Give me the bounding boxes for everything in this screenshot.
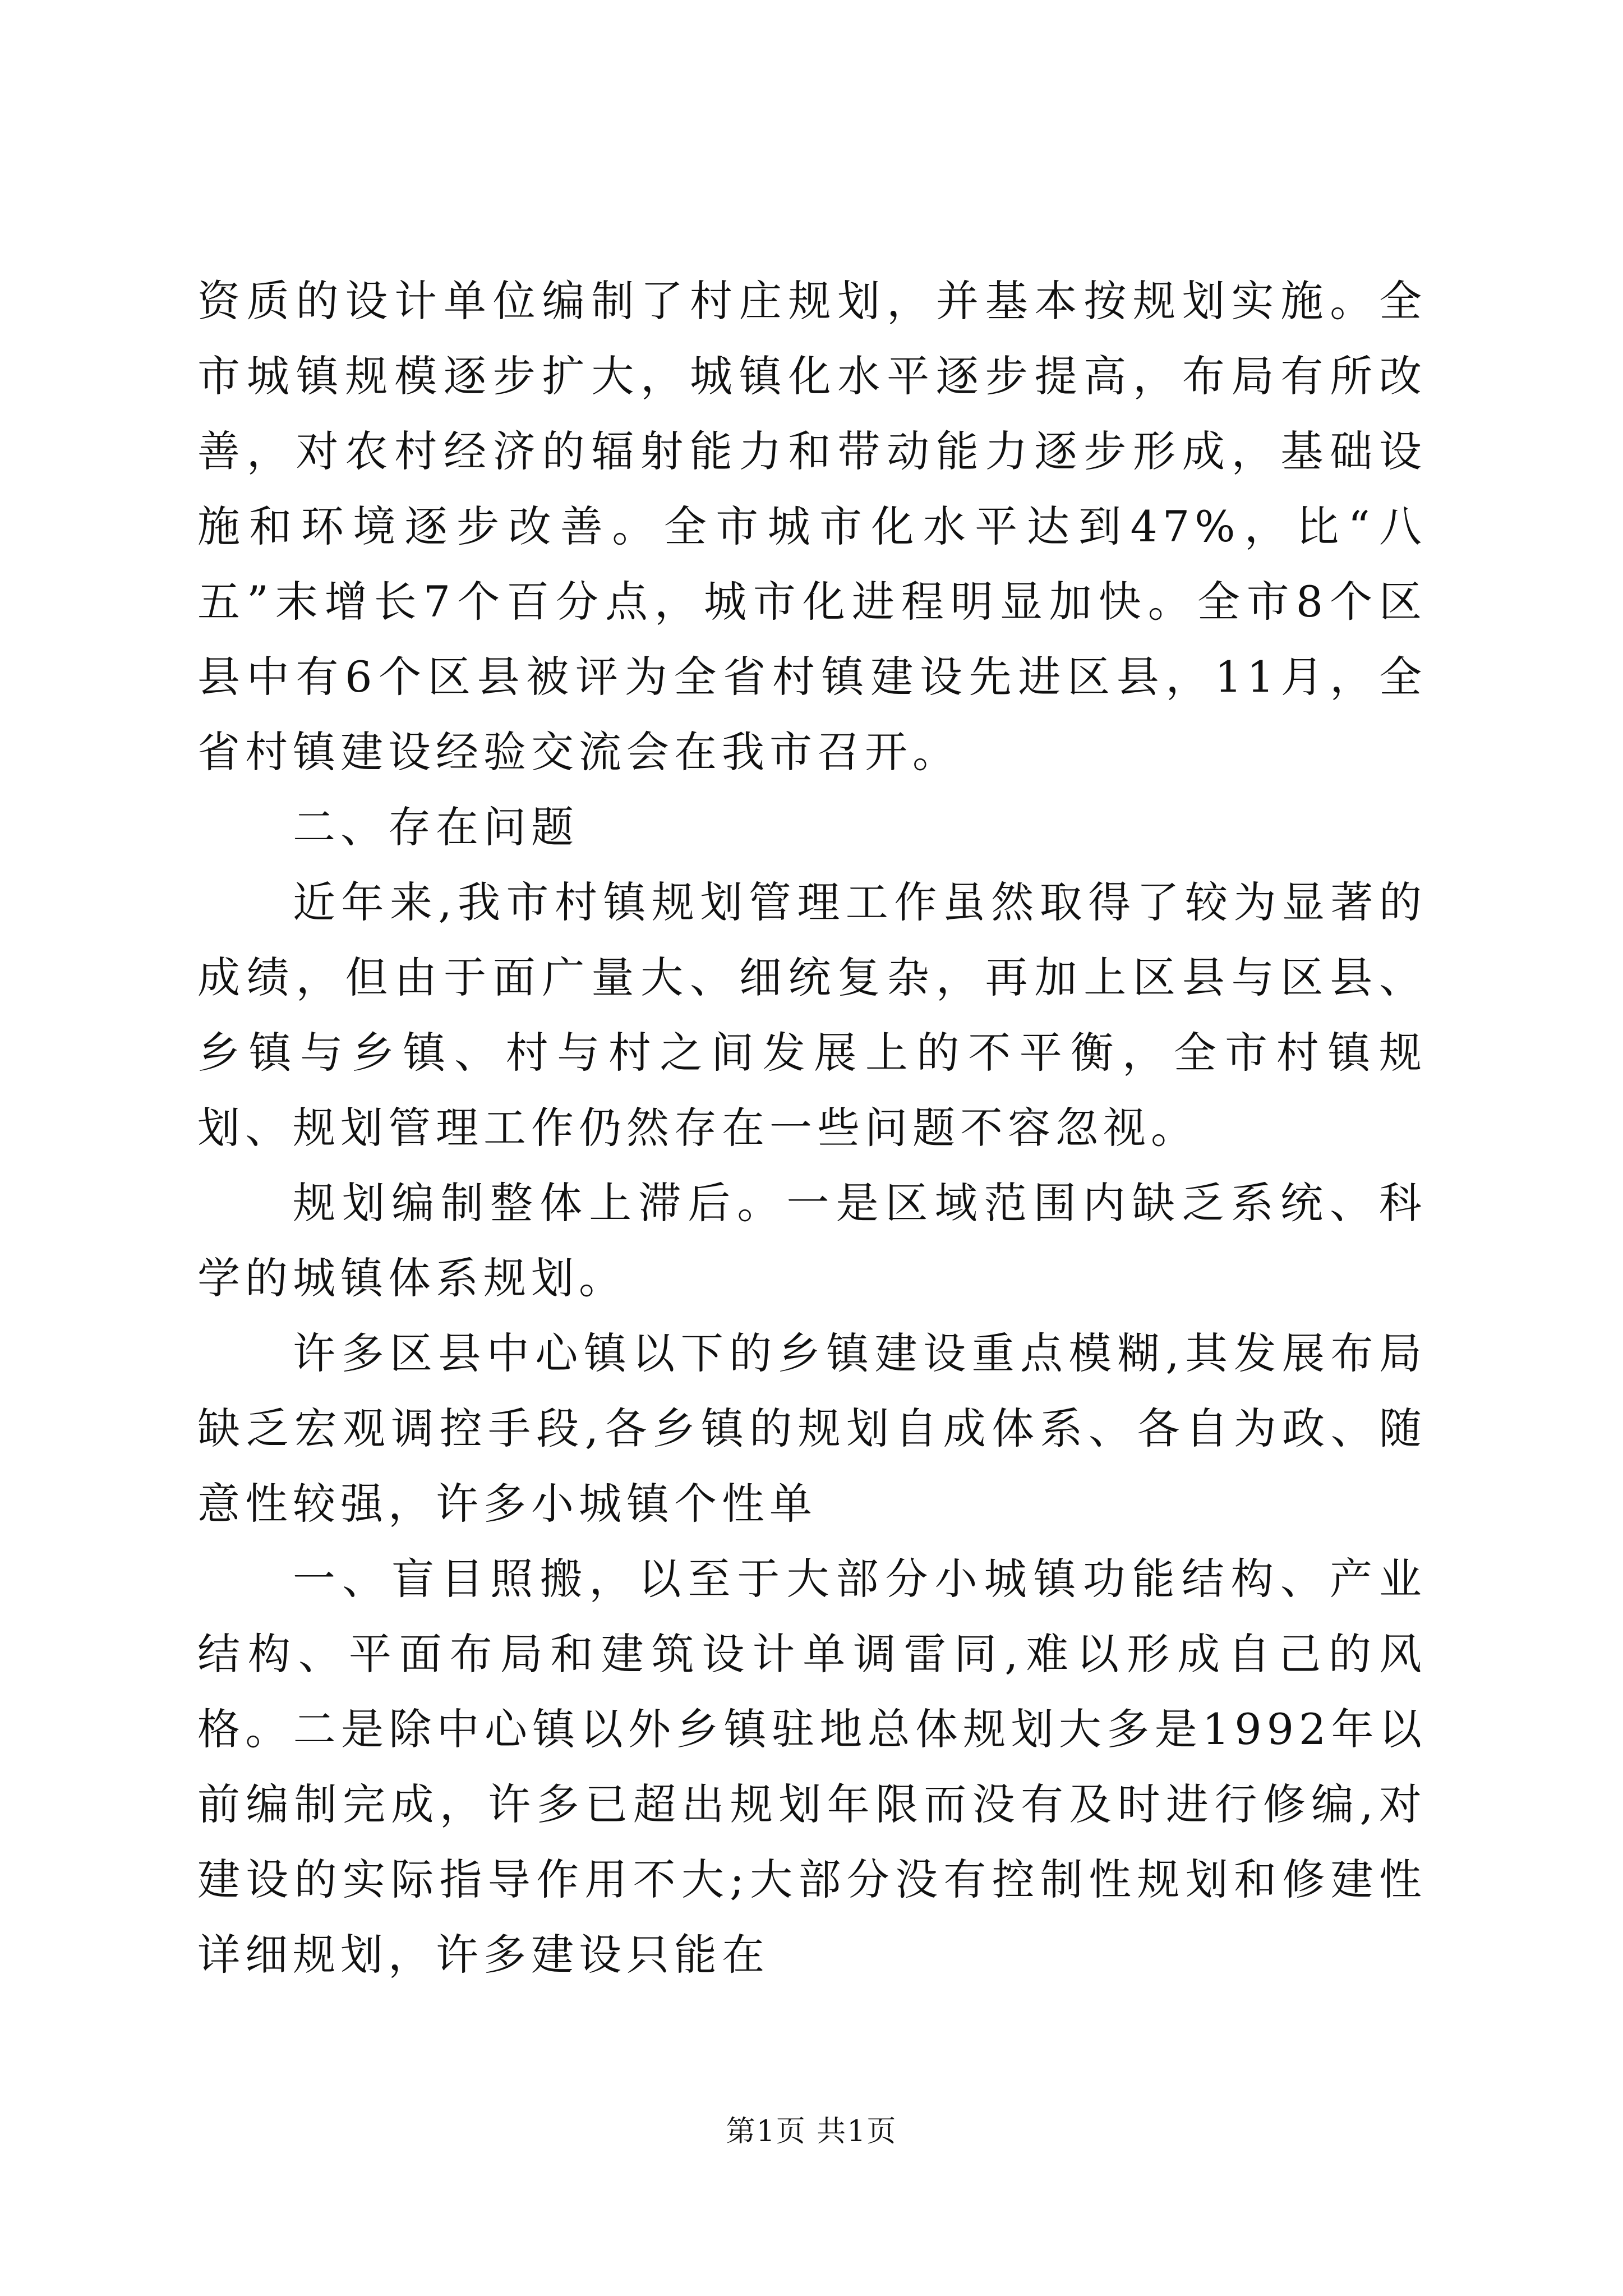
paragraph-blind-copying: 一、盲目照搬，以至于大部分小城镇功能结构、产业结构、平面布局和建筑设计单调雷同,难以形成自己的风格。二是除中心镇以外乡镇驻地总体规划大多是1992年以前编制完成，许多已超出规划年限而没有及时进行修编,对建设的实际指导作用不大;大部分没有控制性规划和修建性详细规划，许多建设只能在 <box>197 1554 1427 1980</box>
paragraph-problems-overview: 近年来,我市村镇规划管理工作虽然取得了较为显著的成绩，但由于面广量大、细统复杂，再加上区县与区县、乡镇与乡镇、村与村之间发展上的不平衡，全市村镇规划、规划管理工作仍然存在一些问题不容忽视。 <box>197 877 1427 1153</box>
paragraph-planning-lag: 规划编制整体上滞后。一是区域范围内缺乏系统、科学的城镇体系规划。 <box>197 1178 1427 1303</box>
section-heading-problems: 二、存在问题 <box>293 802 579 852</box>
document-body <box>197 264 1427 1993</box>
paragraph-town-layout: 许多区县中心镇以下的乡镇建设重点模糊,其发展布局缺乏宏观调控手段,各乡镇的规划自成体系、各自为政、随意性较强，许多小城镇个性单 <box>197 1328 1427 1529</box>
paragraph-intro: 资质的设计单位编制了村庄规划，并基本按规划实施。全市城镇规模逐步扩大，城镇化水平逐步提高，布局有所改善，对农村经济的辐射能力和带动能力逐步形成，基础设施和环境逐步改善。全市城市化水平达到47%，比“八五”末增长7个百分点，城市化进程明显加快。全市8个区县中有6个区县被评为全省村镇建设先进区县，11月，全省村镇建设经验交流会在我市召开。 <box>197 276 1427 777</box>
page-footer: 第1页 共1页 <box>726 2115 897 2148</box>
